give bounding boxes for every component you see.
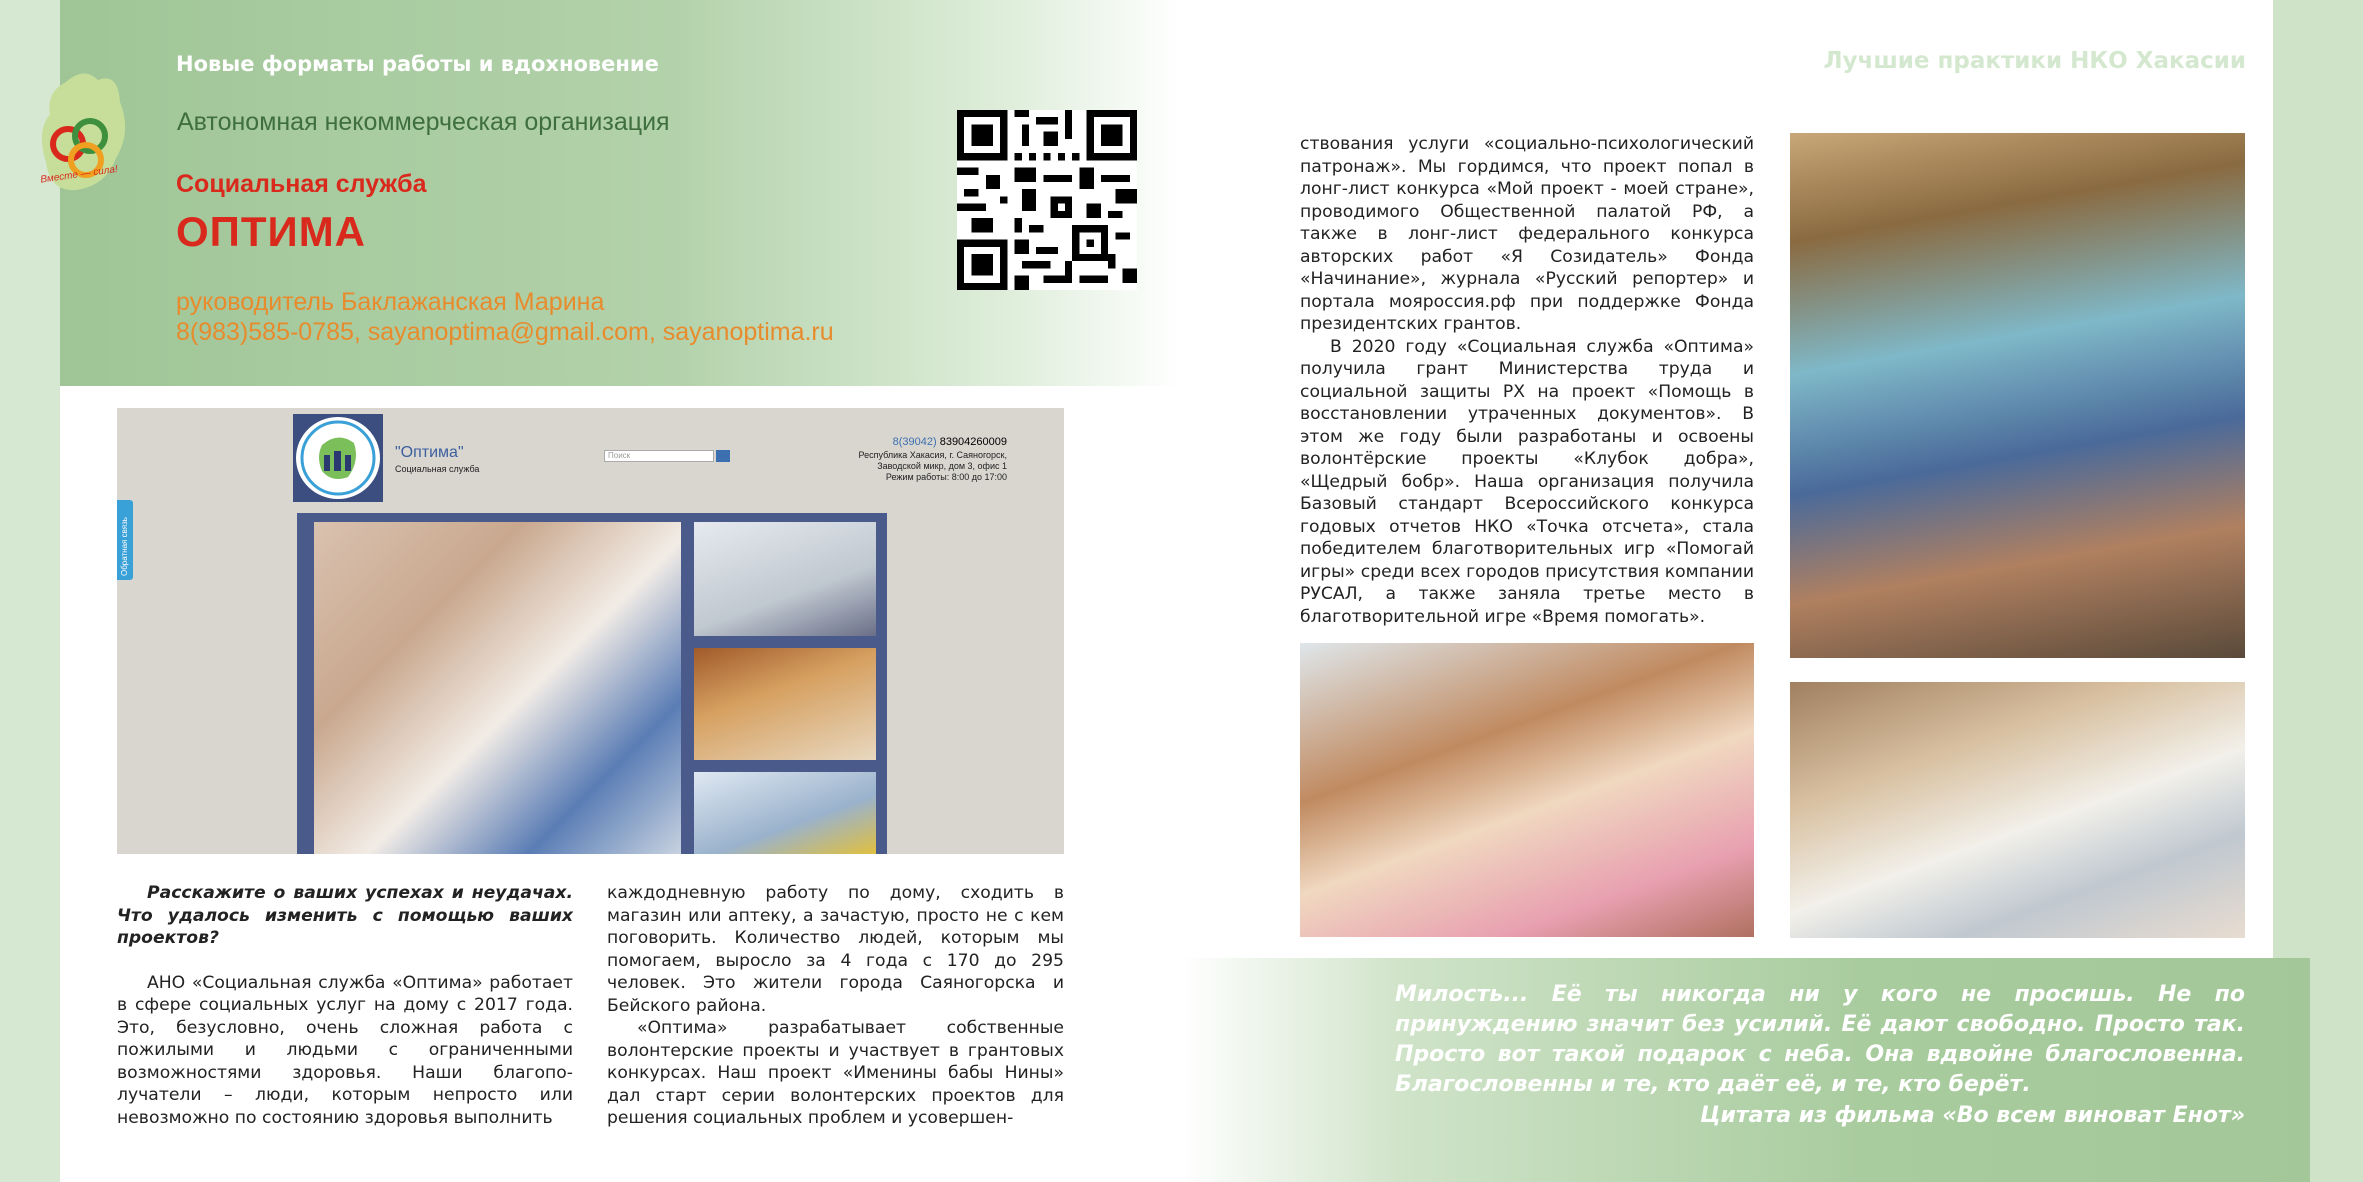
question: Расскажите о ваших успехах и неудачах. Что удалось изменить с помощью ваших проектов? (117, 883, 573, 948)
qr-code[interactable] (957, 110, 1137, 290)
site-search-input[interactable]: Поиск (604, 450, 714, 462)
site-photo-1 (694, 522, 876, 636)
col2-paragraph-2: «Оптима» разрабатывает собственные волонтерские проекты и участвует в грантовых конкурсах. Наш проект «Именины бабы Нины» дал старт серии волонтерских проектов для решения социальных проблем и усовершен- (607, 1018, 1064, 1128)
header-subtitle: Новые форматы работы и вдохновение (176, 52, 659, 76)
col3-paragraph-1: ствования услуги «социально-психологический патронаж». Мы гордимся, что проект попал в лонг-лист конкурса «Мой проект - моей стране», проводимого Общественной палатой РФ, а также в лонг-лист федерального конкурса авторских работ «Я Созидатель» Фонда «Начинание», журнала «Русский репортер» и портала мояроссия.рф при поддержке Фонда президентских грантов. (1300, 134, 1754, 334)
col1-paragraph-1: АНО «Социальная служба «Оптима» работает в сфере социальных услуг на дому с 2017 года. Это, безусловно, очень сложная работа с пожилыми и людьми с ограниченными возможностями здоровья. Наши благопо-лучатели – люди, которым непросто или невозможно по состоянию здоровья выполнить (117, 972, 573, 1128)
quote-text: Милость... Её ты никогда ни у кого не просишь. Не по принуждению значит без усилий. Её дают свободно. Просто так. Просто вот такой подарок с неба. Она вдвойне благословенна. Благословенны и те, кто даёт её, и те, кто берёт. (1395, 982, 2245, 1097)
feedback-tab[interactable] (117, 500, 133, 580)
search-icon[interactable] (716, 450, 730, 462)
service-name: Социальная служба (176, 170, 427, 198)
article-column-1 (117, 882, 573, 1129)
feedback-tab-label: Обратная связь (120, 517, 129, 576)
director: руководитель Баклажанская Марина (176, 288, 605, 316)
col2-paragraph-1: каждодневную работу по дому, сходить в магазин или аптеку, а зачастую, просто не с кем поговорить. Количество людей, которым мы помогаем, выросло за 4 года с 170 до 295 человек. Это жители города Саяногорска и Бейского района. (607, 883, 1064, 1016)
site-photo-2 (694, 648, 876, 760)
site-main-photo (314, 522, 681, 854)
brand-name: ОПТИМА (176, 208, 367, 255)
site-phone-code: 8(39042) (892, 436, 937, 448)
right-page-header: Лучшие практики НКО Хакасии (1823, 48, 2246, 74)
site-phone (777, 436, 1007, 448)
site-tagline: Социальная служба (395, 464, 480, 474)
site-logo[interactable] (293, 414, 383, 502)
classroom-photo (1790, 682, 2245, 938)
site-address2: Заводской микр, дом 3, офис 1 (877, 461, 1007, 471)
site-photo-3 (694, 772, 876, 854)
volunteers-photo (1790, 133, 2245, 658)
site-name: "Оптима" (395, 444, 464, 461)
site-phone-number: 83904260009 (939, 436, 1007, 448)
website-screenshot (117, 408, 1064, 854)
article-column-2 (607, 882, 1064, 1130)
contacts: 8(983)585-0785, sayanoptima@gmail.com, sayanoptima.ru (176, 318, 834, 346)
org-type: Автономная некоммерческая организация (177, 108, 670, 136)
quote-source: Цитата из фильма «Во всем виноват Енот» (1700, 1103, 2245, 1128)
article-column-3 (1300, 133, 1754, 628)
site-hours: Режим работы: 8:00 до 17:00 (885, 472, 1007, 482)
logo-caption: Вместе — сила! (39, 163, 119, 186)
site-address1: Республика Хакасия, г. Саяногорск, (858, 450, 1007, 460)
children-photo (1300, 643, 1754, 937)
col3-paragraph-2: В 2020 году «Социальная служба «Оптима» получила грант Министерства труда и социальной защиты РХ на проект «Помощь в восстановлении утраченных документов». В этом же году были разработаны и освоены волонтёрские проекты «Клубок добра», «Щедрый бобр». Наша организация получила Базовый стандарт Всероссийского конкурса годовых отчетов НКО «Точка отсчета», стала победителем благотворительных игр «Помогай игры» среди всех городов присутствия компании РУСАЛ, а также заняла третье место в благотворительной игре «Время помогать». (1300, 336, 1754, 627)
